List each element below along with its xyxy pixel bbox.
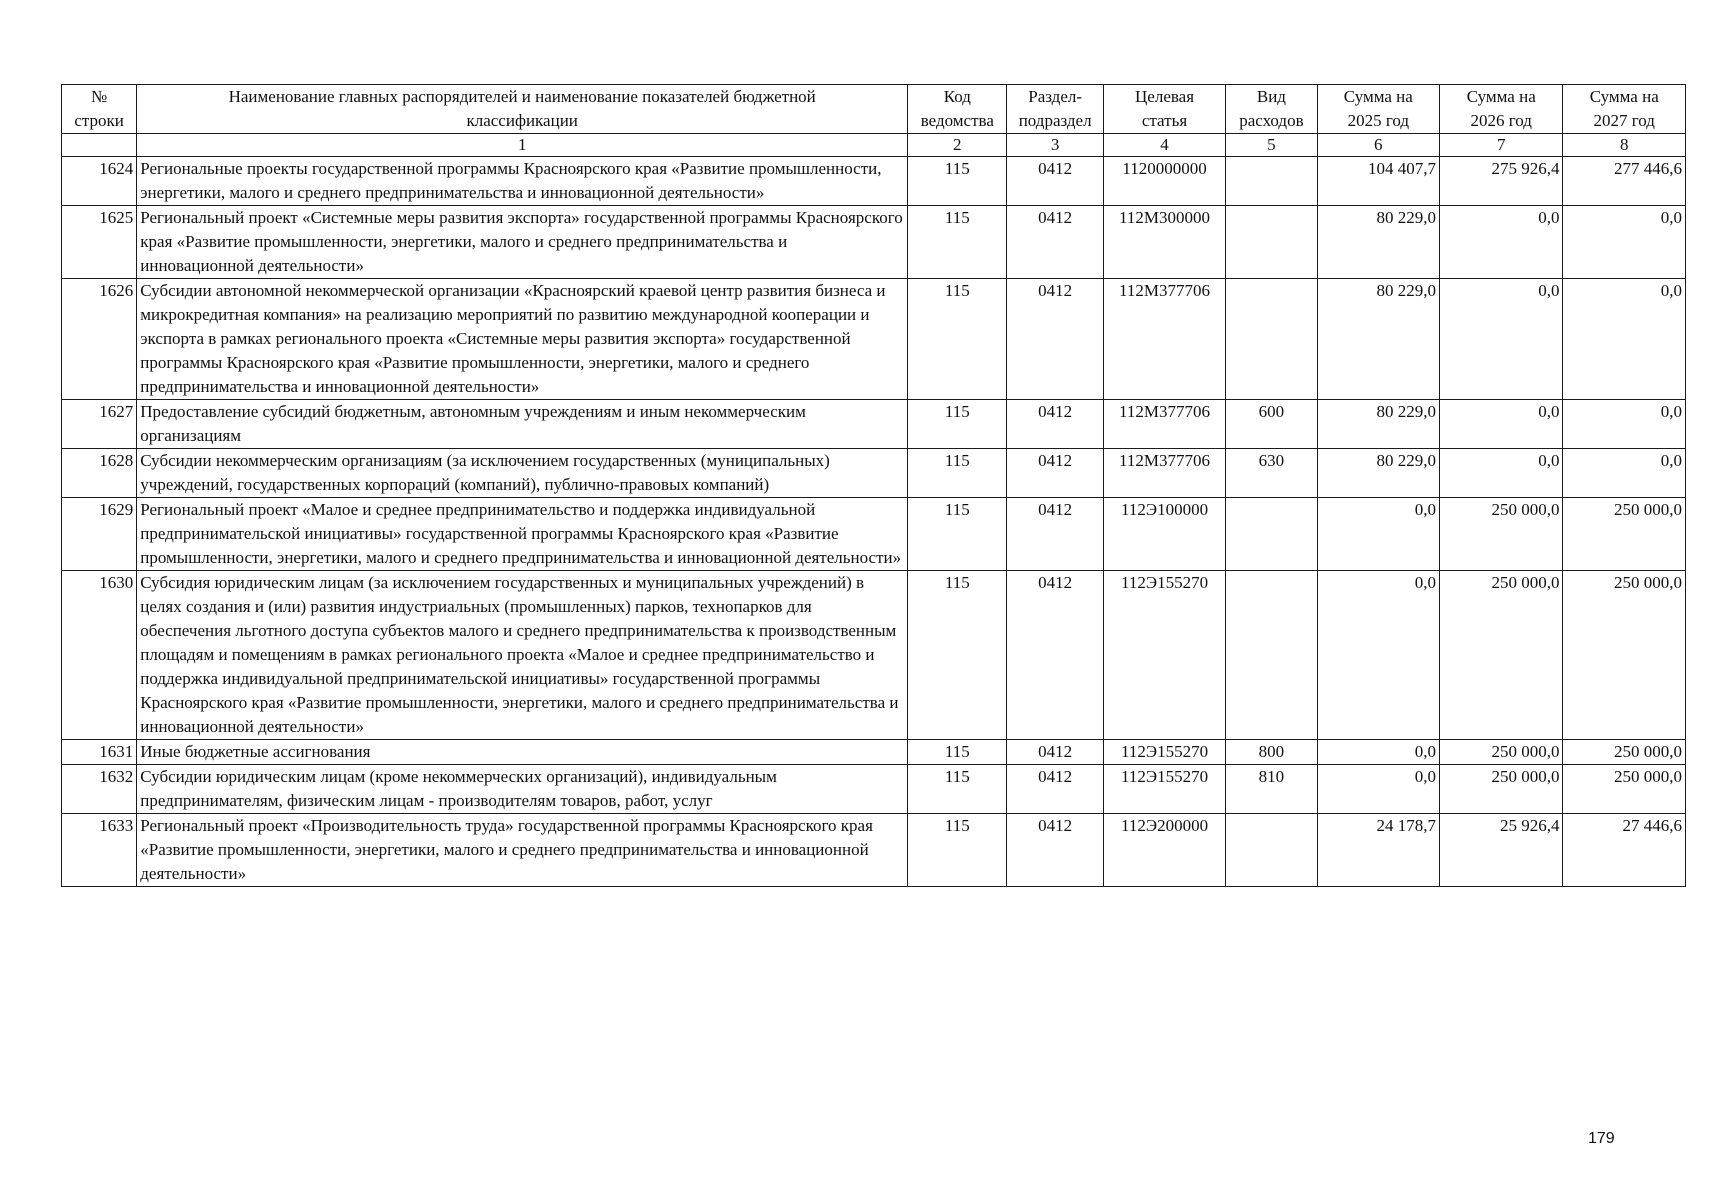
sum-2026-cell: 250 000,0 — [1440, 498, 1563, 571]
column-number — [62, 134, 137, 157]
column-number: 2 — [908, 134, 1007, 157]
budget-table — [61, 84, 1686, 887]
target-article-cell: 1120000000 — [1103, 157, 1225, 206]
row-name-cell: Региональный проект «Малое и среднее предпринимательство и поддержка индивидуальной предпринимательской инициативы» государственной программы Красноярского края «Развитие промышленности, энергетики, малого и среднего предпринимательства и инновационной деятельности» — [137, 498, 908, 571]
sum-2025-cell: 0,0 — [1317, 498, 1439, 571]
table-row — [62, 571, 1686, 740]
department-code-cell: 115 — [908, 571, 1007, 740]
column-number: 3 — [1007, 134, 1103, 157]
header-sum-2025: Сумма на 2025 год — [1317, 85, 1439, 134]
target-article-cell: 112Э155270 — [1103, 571, 1225, 740]
expense-type-cell: 630 — [1226, 449, 1317, 498]
header-target-article: Целевая статья — [1103, 85, 1225, 134]
header-sum-2026: Сумма на 2026 год — [1440, 85, 1563, 134]
sum-2026-cell: 0,0 — [1440, 206, 1563, 279]
section-cell: 0412 — [1007, 498, 1103, 571]
sum-2027-cell: 0,0 — [1563, 400, 1686, 449]
section-cell: 0412 — [1007, 571, 1103, 740]
expense-type-cell — [1226, 157, 1317, 206]
sum-2026-cell: 0,0 — [1440, 449, 1563, 498]
table-row — [62, 279, 1686, 400]
sum-2027-cell: 250 000,0 — [1563, 571, 1686, 740]
sum-2027-cell: 27 446,6 — [1563, 814, 1686, 887]
sum-2026-cell: 0,0 — [1440, 400, 1563, 449]
row-name-cell: Региональные проекты государственной программы Красноярского края «Развитие промышленности, энергетики, малого и среднего предпринимательства и инновационной деятельности» — [137, 157, 908, 206]
department-code-cell: 115 — [908, 740, 1007, 765]
sum-2027-cell: 0,0 — [1563, 449, 1686, 498]
row-name-cell: Субсидии юридическим лицам (кроме некоммерческих организаций), индивидуальным предпринимателям, физическим лицам - производителям товаров, работ, услуг — [137, 765, 908, 814]
header-expense-type: Вид расходов — [1226, 85, 1317, 134]
expense-type-cell — [1226, 206, 1317, 279]
row-number-cell: 1631 — [62, 740, 137, 765]
table-row — [62, 498, 1686, 571]
row-name-cell: Субсидия юридическим лицам (за исключением государственных и муниципальных учреждений) в целях создания и (или) развития индустриальных (промышленных) парков, технопарков для обеспечения льготного доступа субъектов малого и среднего предпринимательства к производственным площадям и помещениям в рамках регионального проекта «Малое и среднее предпринимательство и поддержка индивидуальной предпринимательской инициативы» государственной программы Красноярского края «Развитие промышленности, энергетики, малого и среднего предпринимательства и инновационной деятельности» — [137, 571, 908, 740]
sum-2027-cell: 0,0 — [1563, 279, 1686, 400]
table-row — [62, 206, 1686, 279]
row-number-cell: 1633 — [62, 814, 137, 887]
target-article-cell: 112Э155270 — [1103, 765, 1225, 814]
table-row — [62, 157, 1686, 206]
expense-type-cell: 810 — [1226, 765, 1317, 814]
column-number: 7 — [1440, 134, 1563, 157]
sum-2027-cell: 0,0 — [1563, 206, 1686, 279]
expense-type-cell — [1226, 571, 1317, 740]
column-number: 8 — [1563, 134, 1686, 157]
expense-type-cell: 600 — [1226, 400, 1317, 449]
table-row — [62, 765, 1686, 814]
sum-2026-cell: 275 926,4 — [1440, 157, 1563, 206]
column-numbers-row — [62, 134, 1686, 157]
expense-type-cell — [1226, 279, 1317, 400]
target-article-cell: 112Э200000 — [1103, 814, 1225, 887]
row-number-cell: 1628 — [62, 449, 137, 498]
row-number-cell: 1624 — [62, 157, 137, 206]
table-header-row — [62, 85, 1686, 134]
department-code-cell: 115 — [908, 449, 1007, 498]
row-name-cell: Субсидии некоммерческим организациям (за исключением государственных (муниципальных) учреждений, государственных корпораций (компаний), публично-правовых компаний) — [137, 449, 908, 498]
target-article-cell: 112М377706 — [1103, 449, 1225, 498]
column-number: 4 — [1103, 134, 1225, 157]
sum-2026-cell: 0,0 — [1440, 279, 1563, 400]
column-number: 6 — [1317, 134, 1439, 157]
table-row — [62, 400, 1686, 449]
header-section: Раздел- подраздел — [1007, 85, 1103, 134]
sum-2027-cell: 250 000,0 — [1563, 740, 1686, 765]
sum-2027-cell: 250 000,0 — [1563, 498, 1686, 571]
section-cell: 0412 — [1007, 206, 1103, 279]
header-row-number: № строки — [62, 85, 137, 134]
sum-2025-cell: 0,0 — [1317, 765, 1439, 814]
sum-2025-cell: 24 178,7 — [1317, 814, 1439, 887]
row-number-cell: 1626 — [62, 279, 137, 400]
header-name: Наименование главных распорядителей и наименование показателей бюджетной классификации — [137, 85, 908, 134]
table-row — [62, 449, 1686, 498]
sum-2025-cell: 0,0 — [1317, 740, 1439, 765]
sum-2026-cell: 250 000,0 — [1440, 740, 1563, 765]
section-cell: 0412 — [1007, 740, 1103, 765]
target-article-cell: 112М300000 — [1103, 206, 1225, 279]
row-number-cell: 1625 — [62, 206, 137, 279]
sum-2025-cell: 80 229,0 — [1317, 449, 1439, 498]
sum-2027-cell: 250 000,0 — [1563, 765, 1686, 814]
row-number-cell: 1629 — [62, 498, 137, 571]
sum-2025-cell: 104 407,7 — [1317, 157, 1439, 206]
target-article-cell: 112Э100000 — [1103, 498, 1225, 571]
sum-2025-cell: 80 229,0 — [1317, 400, 1439, 449]
section-cell: 0412 — [1007, 400, 1103, 449]
sum-2026-cell: 250 000,0 — [1440, 765, 1563, 814]
row-number-cell: 1632 — [62, 765, 137, 814]
department-code-cell: 115 — [908, 814, 1007, 887]
sum-2025-cell: 80 229,0 — [1317, 279, 1439, 400]
header-sum-2027: Сумма на 2027 год — [1563, 85, 1686, 134]
department-code-cell: 115 — [908, 765, 1007, 814]
row-name-cell: Субсидии автономной некоммерческой организации «Красноярский краевой центр развития бизнеса и микрокредитная компания» на реализацию мероприятий по развитию международной кооперации и экспорта в рамках регионального проекта «Системные меры развития экспорта» государственной программы Красноярского края «Развитие промышленности, энергетики, малого и среднего предпринимательства и инновационной деятельности» — [137, 279, 908, 400]
department-code-cell: 115 — [908, 206, 1007, 279]
row-number-cell: 1627 — [62, 400, 137, 449]
target-article-cell: 112Э155270 — [1103, 740, 1225, 765]
section-cell: 0412 — [1007, 765, 1103, 814]
row-name-cell: Региональный проект «Системные меры развития экспорта» государственной программы Красноярского края «Развитие промышленности, энергетики, малого и среднего предпринимательства и инновационной деятельности» — [137, 206, 908, 279]
row-name-cell: Иные бюджетные ассигнования — [137, 740, 908, 765]
target-article-cell: 112М377706 — [1103, 279, 1225, 400]
department-code-cell: 115 — [908, 157, 1007, 206]
sum-2026-cell: 25 926,4 — [1440, 814, 1563, 887]
expense-type-cell — [1226, 498, 1317, 571]
department-code-cell: 115 — [908, 279, 1007, 400]
sum-2025-cell: 0,0 — [1317, 571, 1439, 740]
section-cell: 0412 — [1007, 279, 1103, 400]
expense-type-cell: 800 — [1226, 740, 1317, 765]
department-code-cell: 115 — [908, 498, 1007, 571]
department-code-cell: 115 — [908, 400, 1007, 449]
table-row — [62, 740, 1686, 765]
row-name-cell: Предоставление субсидий бюджетным, автономным учреждениям и иным некоммерческим организациям — [137, 400, 908, 449]
expense-type-cell — [1226, 814, 1317, 887]
row-name-cell: Региональный проект «Производительность труда» государственной программы Красноярского края «Развитие промышленности, энергетики, малого и среднего предпринимательства и инновационной деятельности» — [137, 814, 908, 887]
sum-2025-cell: 80 229,0 — [1317, 206, 1439, 279]
section-cell: 0412 — [1007, 449, 1103, 498]
sum-2027-cell: 277 446,6 — [1563, 157, 1686, 206]
header-department-code: Код ведомства — [908, 85, 1007, 134]
table-row — [62, 814, 1686, 887]
row-number-cell: 1630 — [62, 571, 137, 740]
column-number: 5 — [1226, 134, 1317, 157]
target-article-cell: 112М377706 — [1103, 400, 1225, 449]
section-cell: 0412 — [1007, 157, 1103, 206]
sum-2026-cell: 250 000,0 — [1440, 571, 1563, 740]
page-number: 179 — [1588, 1130, 1615, 1147]
table-body — [62, 157, 1686, 887]
column-number: 1 — [137, 134, 908, 157]
section-cell: 0412 — [1007, 814, 1103, 887]
